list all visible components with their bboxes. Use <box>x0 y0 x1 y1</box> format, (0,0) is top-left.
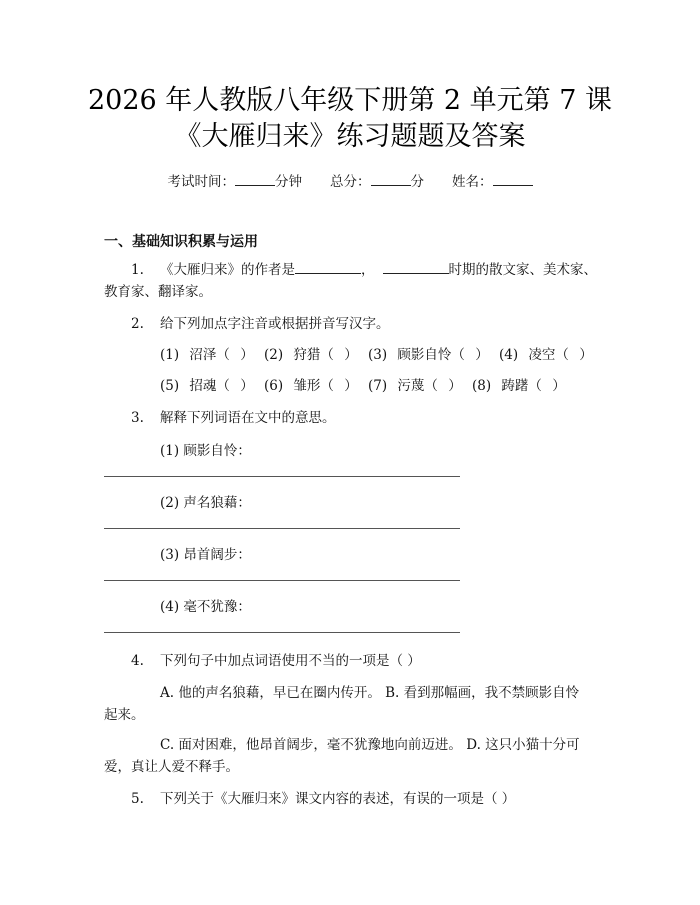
section-heading: 一、基础知识积累与运用 <box>104 234 258 250</box>
q1-text-b: ， <box>361 262 375 278</box>
q1-text-c: 时期的散文家、美术家、 <box>448 262 597 278</box>
page-title-line2: 《大雁归来》练习题题及答案 <box>174 121 526 152</box>
q3-text: 解释下列词语在文中的意思。 <box>160 410 336 426</box>
q5-number: 5. <box>131 791 144 807</box>
q3-item-4: (4) 毫不犹豫： <box>160 599 251 615</box>
q2-row2: (5) 招魂（ ） (6) 雏形（ ） (7) 污蔑（ ） (8) 踌躇（ ） <box>160 378 566 394</box>
score-unit: 分 <box>410 174 424 190</box>
q4-option-ab-line1: A. 他的声名狼藉，早已在圈内传开。 B. 看到那幅画，我不禁顾影自怜 <box>160 685 580 701</box>
q3-item-1: (1) 顾影自怜： <box>160 443 251 459</box>
q2-number: 2. <box>131 316 144 332</box>
q3-item-2: (2) 声名狼藉： <box>160 495 251 511</box>
q4-text: 下列句子中加点词语使用不当的一项是（ ） <box>160 653 421 669</box>
q1-blank-era[interactable] <box>383 273 449 274</box>
q1-number: 1. <box>131 262 144 278</box>
q1-text-a: 《大雁归来》的作者是 <box>160 262 295 278</box>
q1-blank-author[interactable] <box>295 273 361 274</box>
q4-option-ab-line2: 起来。 <box>104 707 145 723</box>
q2-text: 给下列加点字注音或根据拼音写汉字。 <box>160 316 390 332</box>
name-blank[interactable] <box>493 185 533 186</box>
q3-answer-line-2[interactable] <box>104 528 460 529</box>
q3-answer-line-4[interactable] <box>104 632 460 633</box>
q4-option-cd-line2: 爱，真让人爱不释手。 <box>104 759 239 775</box>
q3-answer-line-1[interactable] <box>104 476 460 477</box>
q3-item-3: (3) 昂首阔步： <box>160 547 251 563</box>
time-unit: 分钟 <box>275 174 302 190</box>
exam-info <box>0 170 700 190</box>
q3-answer-line-3[interactable] <box>104 580 460 581</box>
q4-option-cd-line1: C. 面对困难，他昂首阔步，毫不犹豫地向前迈进。 D. 这只小猫十分可 <box>160 737 580 753</box>
time-label: 考试时间： <box>167 174 235 190</box>
q4-number: 4. <box>131 653 144 669</box>
q1-text <box>160 259 597 281</box>
time-blank[interactable] <box>235 185 275 186</box>
score-label: 总分： <box>330 174 371 190</box>
page-title-line1: 2026 年人教版八年级下册第 2 单元第 7 课 <box>88 85 612 116</box>
q5-text: 下列关于《大雁归来》课文内容的表述，有误的一项是（ ） <box>160 791 516 807</box>
q2-row1: (1) 沼泽（ ） (2) 狩猎（ ） (3) 顾影自怜（ ） (4) 凌空（ ） <box>160 347 593 363</box>
q3-number: 3. <box>131 410 144 426</box>
q1-text-cont: 教育家、翻译家。 <box>104 284 212 300</box>
score-blank[interactable] <box>371 185 411 186</box>
name-label: 姓名： <box>452 174 493 190</box>
